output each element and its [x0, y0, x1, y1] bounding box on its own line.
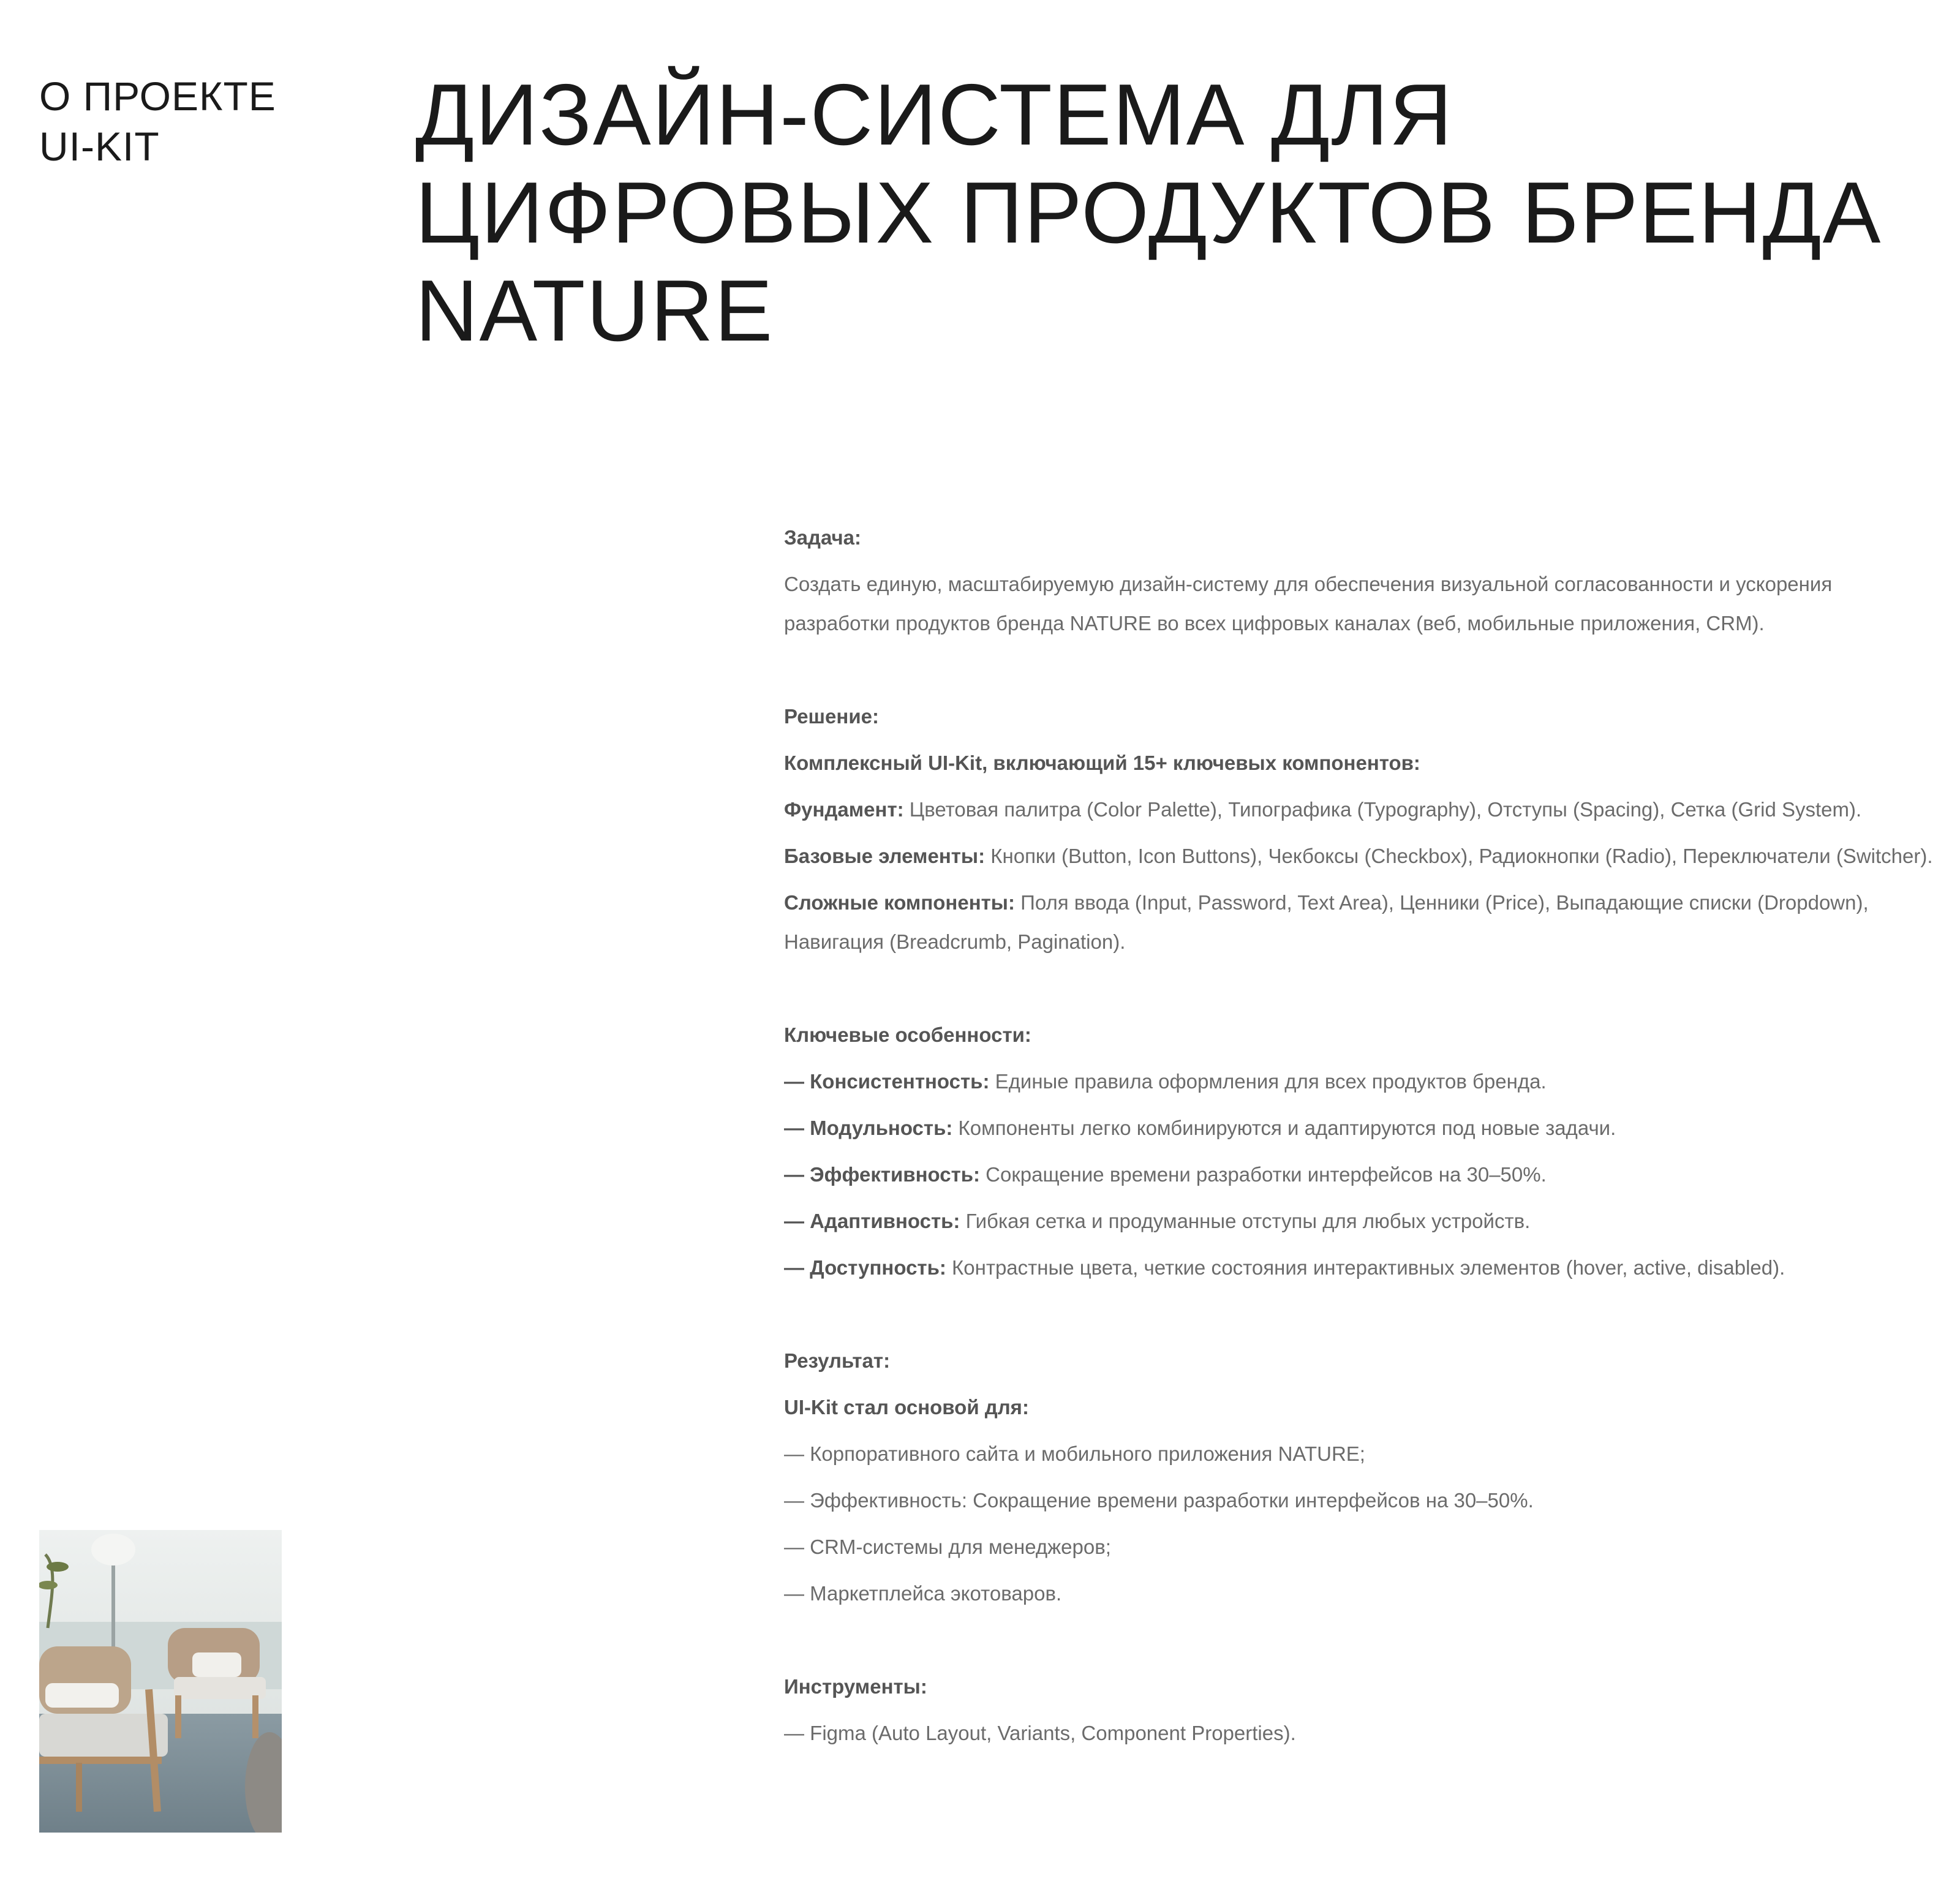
result-item: — Маркетплейса экотоваров. — [784, 1582, 1062, 1605]
result-item: — CRM-системы для менеджеров; — [784, 1535, 1111, 1558]
feature-item — [784, 1248, 1936, 1287]
result-section — [784, 1341, 1936, 1613]
solution-item — [784, 790, 1936, 829]
feature-item-text: Контрастные цвета, четкие состояния интерактивных элементов (hover, active, disabled). — [946, 1256, 1785, 1279]
solution-item — [784, 837, 1936, 876]
features-section — [784, 1015, 1936, 1287]
tools-item: — Figma (Auto Layout, Variants, Component Properties). — [784, 1722, 1296, 1744]
features-heading: Ключевые особенности: — [784, 1023, 1031, 1046]
task-text: Создать единую, масштабируемую дизайн-систему для обеспечения визуальной согласованности и ускорения разработки продуктов бренда NATURE во всех цифровых каналах (веб, мобильные приложения, CRM). — [784, 573, 1833, 635]
solution-item-text: Кнопки (Button, Icon Buttons), Чекбоксы (Checkbox), Радиокнопки (Radio), Переключатели (Switcher). — [985, 845, 1933, 867]
result-item: — Эффективность: Сокращение времени разработки интерфейсов на 30–50%. — [784, 1489, 1534, 1512]
feature-item-label: — Модульность: — [784, 1117, 953, 1139]
feature-item — [784, 1202, 1936, 1241]
task-heading: Задача: — [784, 526, 862, 549]
patio-furniture-illustration — [39, 1530, 282, 1833]
solution-item-text: Цветовая палитра (Color Palette), Типографика (Typography), Отступы (Spacing), Сетка (Grid System). — [903, 798, 1862, 821]
feature-item — [784, 1062, 1936, 1101]
solution-item-label: Сложные компоненты: — [784, 891, 1015, 914]
tools-section — [784, 1667, 1936, 1753]
feature-item-label: — Консистентность: — [784, 1070, 990, 1093]
page-title-line-3: NATURE — [415, 262, 774, 360]
page-title-line-1: ДИЗАЙН-СИСТЕМА ДЛЯ — [415, 66, 1453, 164]
feature-item-label: — Адаптивность: — [784, 1210, 960, 1232]
result-subheading: UI-Kit стал основой для: — [784, 1396, 1029, 1419]
feature-item-label: — Доступность: — [784, 1256, 946, 1279]
solution-subheading: Комплексный UI-Kit, включающий 15+ ключевых компонентов: — [784, 752, 1420, 774]
tools-heading: Инструменты: — [784, 1675, 927, 1698]
section-label-line-2: UI-KIT — [39, 124, 160, 169]
feature-item — [784, 1109, 1936, 1148]
project-description — [784, 518, 1936, 1760]
project-preview-image — [39, 1530, 282, 1833]
task-section — [784, 518, 1936, 643]
feature-item-text: Компоненты легко комбинируются и адаптируются под новые задачи. — [952, 1117, 1616, 1139]
feature-item — [784, 1155, 1936, 1194]
page-title-line-2: ЦИФРОВЫХ ПРОДУКТОВ БРЕНДА — [415, 164, 1882, 262]
solution-section — [784, 697, 1936, 962]
feature-item-text: Гибкая сетка и продуманные отступы для любых устройств. — [960, 1210, 1531, 1232]
section-label — [39, 71, 276, 171]
feature-item-text: Сокращение времени разработки интерфейсов на 30–50%. — [980, 1163, 1547, 1186]
solution-item-label: Базовые элементы: — [784, 845, 986, 867]
feature-item-text: Единые правила оформления для всех продуктов бренда. — [989, 1070, 1547, 1093]
result-heading: Результат: — [784, 1349, 891, 1372]
solution-item-label: Фундамент: — [784, 798, 904, 821]
page-title — [415, 66, 1934, 360]
section-label-line-1: О ПРОЕКТЕ — [39, 73, 276, 119]
solution-item-text: Поля ввода (Input, Password, Text Area), Ценники (Price), Выпадающие списки (Dropdown), Навигация (Breadcrumb, Pagination). — [784, 891, 1869, 953]
solution-item — [784, 883, 1936, 962]
feature-item-label: — Эффективность: — [784, 1163, 981, 1186]
result-item: — Корпоративного сайта и мобильного приложения NATURE; — [784, 1442, 1365, 1465]
solution-heading: Решение: — [784, 705, 879, 728]
